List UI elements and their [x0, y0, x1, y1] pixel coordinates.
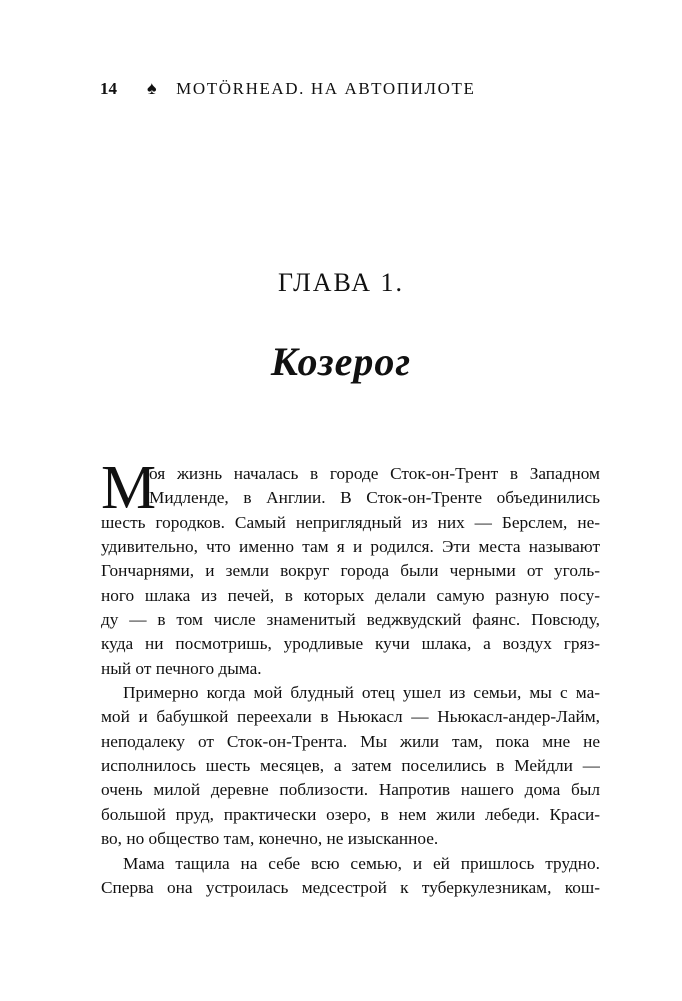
text-line: оя жизнь началась в городе Сток-он-Трент в Западном [149, 464, 600, 483]
spade-icon: ♠ [147, 78, 159, 98]
body-text [101, 454, 600, 900]
text-line: ду — в том числе знаменитый веджвудский фаянс. Повсюду, [101, 610, 600, 630]
text-line: Гончарнями, и земли вокруг города были черными от уголь- [101, 561, 600, 581]
text-line: Сперва она устроилась медсестрой к туберкулезникам, кош- [101, 877, 600, 897]
text-line: ного шлака из печей, в которых делали самую разную посу- [101, 585, 600, 605]
text-line: мой и бабушкой переехали в Ньюкасл — Ньюкасл-андер-Лайм, [101, 707, 600, 727]
text-line: Примерно когда мой блудный отец ушел из семьи, мы с ма- [123, 683, 600, 703]
text-line: очень милой деревне поблизости. Напротив нашего дома был [101, 780, 600, 800]
running-title: MOTÖRHEAD. НА АВТОПИЛОТЕ [176, 79, 476, 98]
text-line: во, но общество там, конечно, не изысканное. [101, 829, 439, 849]
running-header [100, 78, 475, 99]
text-line: Мама тащила на себе всю семью, и ей пришлось трудно. [123, 853, 600, 873]
text-line: большой пруд, практически озеро, в нем жили лебеди. Краси- [101, 804, 600, 824]
text-line: ный от печного дыма. [101, 658, 262, 678]
page-number: 14 [100, 79, 117, 98]
text-line: удивительно, что именно там я и родился. Эти места называют [101, 537, 600, 557]
text-line: Мидленде, в Англии. В Сток-он-Тренте объединились [149, 488, 600, 508]
text-line: неподалеку от Сток-он-Трента. Мы жили там, пока мне не [101, 731, 600, 751]
text-line: исполнилось шесть месяцев, а затем поселились в Мейдли — [101, 756, 600, 776]
chapter-label: ГЛАВА 1. [278, 268, 404, 297]
text-line: шесть городков. Самый неприглядный из них — Берслем, не- [101, 512, 600, 532]
drop-cap: М [101, 454, 157, 522]
chapter-title: Козерог [270, 339, 412, 384]
text-line: куда ни посмотришь, уродливые кучи шлака, а воздух гряз- [101, 634, 600, 654]
